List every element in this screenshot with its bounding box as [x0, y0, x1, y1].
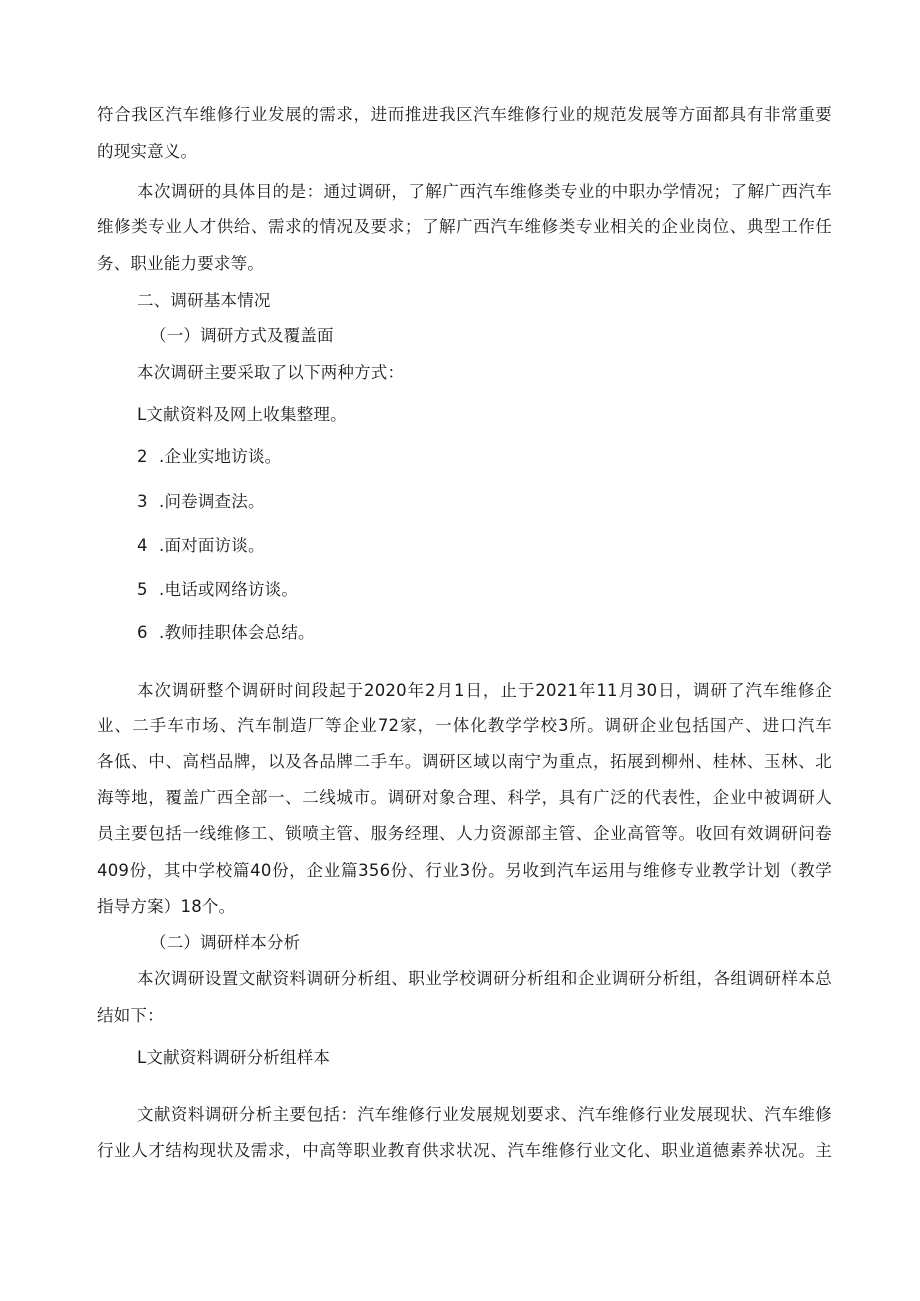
list-item-number: 6	[137, 623, 148, 642]
list-item-number: 4	[137, 536, 148, 555]
list-item-text: .问卷调查法。	[159, 492, 265, 511]
paragraph-line: 409份，其中学校篇40份，企业篇356份、行业3份。另收到汽车运用与维修专业教学计划（教学	[97, 861, 832, 880]
paragraph-line: 结如下：	[97, 1006, 164, 1025]
list-item-number: 3	[137, 492, 148, 511]
paragraph-line: 维修类专业人才供给、需求的情况及要求；了解广西汽车维修类专业相关的企业岗位、典型工作任	[97, 217, 832, 236]
paragraph-line: 指导方案）18个。	[97, 897, 236, 916]
list-item	[137, 446, 872, 468]
paragraph-line: 符合我区汽车维修行业发展的需求，进而推进我区汽车维修行业的规范发展等方面都具有非常重要	[97, 105, 832, 124]
list-item-number: 5	[137, 580, 148, 599]
subsection-heading: （二）调研样本分析	[150, 933, 301, 952]
paragraph-line: 本次调研主要采取了以下两种方式：	[137, 363, 405, 382]
list-item: L文献资料及网上收集整理。	[137, 405, 347, 424]
list-item-number: 2	[137, 447, 148, 466]
list-item	[137, 579, 872, 601]
list-item-text: .教师挂职体会总结。	[159, 623, 315, 642]
paragraph-line: 行业人才结构现状及需求，中高等职业教育供求状况、汽车维修行业文化、职业道德素养状况。主	[97, 1141, 832, 1160]
paragraph-line: 本次调研的具体目的是：通过调研，了解广西汽车维修类专业的中职办学情况；了解广西汽车	[137, 182, 832, 201]
list-item-text: .企业实地访谈。	[159, 447, 282, 466]
list-item	[137, 622, 872, 644]
paragraph-line: 各低、中、高档品牌，以及各品牌二手车。调研区域以南宁为重点，拓展到柳州、桂林、玉林、北	[97, 752, 832, 771]
paragraph-line: 文献资料调研分析主要包括：汽车维修行业发展规划要求、汽车维修行业发展现状、汽车维修	[137, 1105, 832, 1124]
paragraph-line: 业、二手车市场、汽车制造厂等企业72家，一体化教学学校3所。调研企业包括国产、进口汽车	[97, 716, 832, 735]
list-item: L文献资料调研分析组样本	[137, 1048, 331, 1067]
list-item	[137, 491, 872, 513]
paragraph-line: 的现实意义。	[97, 142, 198, 161]
paragraph-line: 海等地，覆盖广西全部一、二线城市。调研对象合理、科学，具有广泛的代表性，企业中被调研人	[97, 788, 832, 807]
subsection-heading: （一）调研方式及覆盖面	[150, 326, 334, 345]
paragraph-line: 务、职业能力要求等。	[97, 254, 264, 273]
list-item	[137, 535, 872, 557]
paragraph-line: 本次调研整个调研时间段起于2020年2月1日，止于2021年11月30日，调研了汽车维修企	[137, 681, 832, 700]
paragraph-line: 本次调研设置文献资料调研分析组、职业学校调研分析组和企业调研分析组，各组调研样本总	[137, 969, 832, 988]
list-item-text: .面对面访谈。	[159, 536, 265, 555]
list-item-text: .电话或网络访谈。	[159, 580, 299, 599]
paragraph-line: 员主要包括一线维修工、锁喷主管、服务经理、人力资源部主管、企业高管等。收回有效调研问卷	[97, 824, 832, 843]
section-heading: 二、调研基本情况	[137, 291, 271, 310]
